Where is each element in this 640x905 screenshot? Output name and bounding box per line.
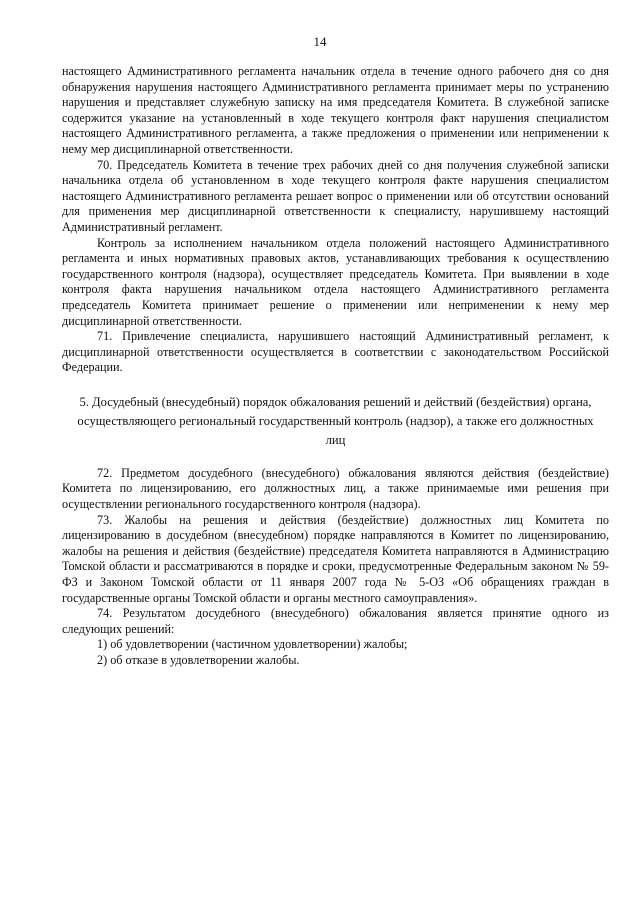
paragraph-control: Контроль за исполнением начальником отдела положений настоящего Административного регламента и иных нормативных правовых актов, устанавливающих требования к осуществлению государственного контроля (надзора), осуществляет председатель Комитета. При выявлении в ходе контроля факта нарушения начальником отдела настоящего Административного регламента председатель Комитета принимает решение о применении или неприменении к нему мер дисциплинарной ответственности. <box>62 235 609 328</box>
document-body <box>62 64 609 669</box>
paragraph-69-continued: настоящего Административного регламента начальник отдела в течение одного рабочего дня со дня обнаружения нарушения настоящего Административного регламента принимает меры по устранению нарушения и представляет служебную записку на имя председателя Комитета. В служебной записке содержится указание на установленный в ходе текущего контроля факт нарушения специалистом настоящего Административного регламента, а также предложения о применении или неприменении к нему мер дисциплинарной ответственности. <box>62 64 609 156</box>
paragraph-74: 74. Результатом досудебного (внесудебного) обжалования является принятие одного из следующих решений: <box>62 606 609 636</box>
list-item-decision-2: 2) об отказе в удовлетворении жалобы. <box>97 653 300 667</box>
paragraph-70: 70. Председатель Комитета в течение трех рабочих дней со дня получения служебной записки начальника отдела об установленном в ходе текущего контроля факте нарушения специалистом настоящего Административного регламента решает вопрос о применении или об отсутствии оснований для применения мер дисциплинарной ответственности к специалисту, нарушившему настоящий Административный регламент. <box>62 157 609 234</box>
paragraph-71: 71. Привлечение специалиста, нарушившего настоящий Административный регламент, к дисциплинарной ответственности осуществляется в соответствии с законодательством Российской Федерации. <box>62 329 609 375</box>
paragraph-72: 72. Предметом досудебного (внесудебного) обжалования являются действия (бездействие) Комитета по лицензированию, его должностных лиц, а также принимаемые ими решения при осуществлении регионального государственного контроля (надзора). <box>62 465 609 512</box>
section-5-heading: 5. Досудебный (внесудебный) порядок обжалования решений и действий (бездействия) органа, осуществляющего региональный государственный контроль (надзор), а также его должностных лиц <box>77 394 594 447</box>
list-item-decision-1: 1) об удовлетворении (частичном удовлетворении) жалобы; <box>97 637 408 652</box>
page-number: 14 <box>313 34 327 49</box>
paragraph-73: 73. Жалобы на решения и действия (бездействие) должностных лиц Комитета по лицензированию в досудебном (внесудебном) порядке направляются в Комитет по лицензированию, жалобы на решения и действия (бездействие) председателя Комитета направляются в Администрацию Томской области и рассматриваются в порядке и сроки, предусмотренные Федеральным законом № 59-ФЗ и Законом Томской области от 11 января 2007 года № 5-ОЗ «Об обращениях граждан в государственные органы Томской области и органы местного самоуправления». <box>62 512 609 605</box>
